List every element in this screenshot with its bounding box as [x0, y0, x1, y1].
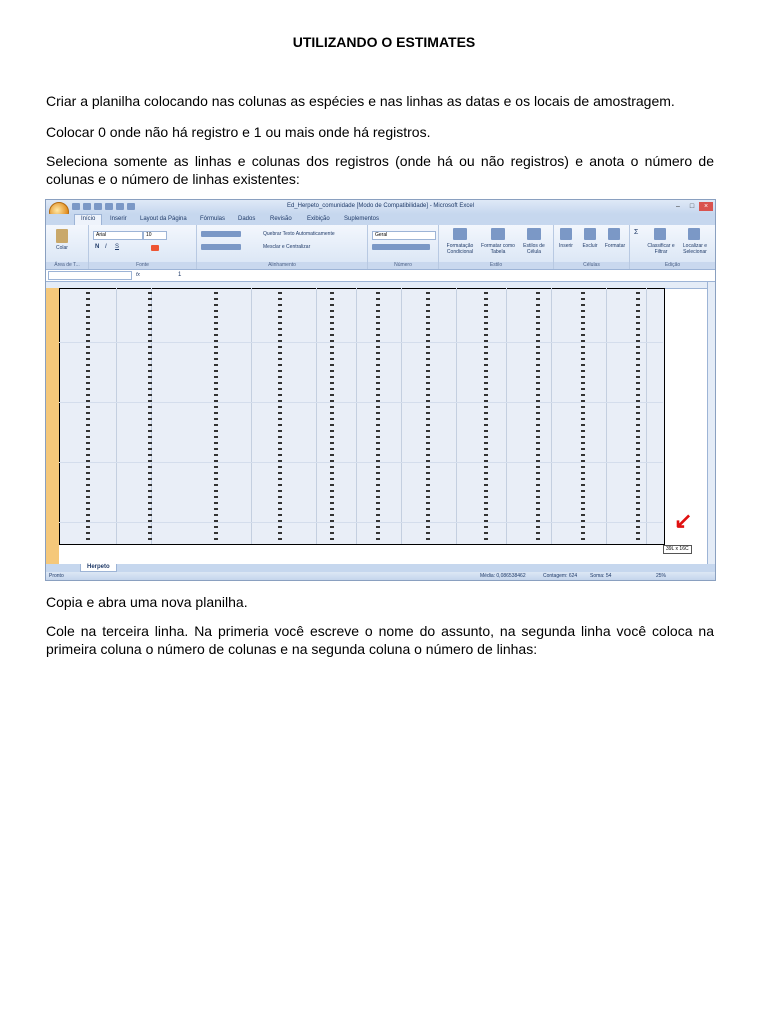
align-top-icon: [201, 231, 241, 237]
group-label-alignment: Alinhamento: [197, 262, 367, 269]
paragraph-5: Cole na terceira linha. Na primeria você escreve o nome do assunto, na segunda linha você coloca na primeira coluna o número de colunas e na segunda coluna o número de linhas:: [46, 623, 714, 657]
tab-suplementos: Suplementos: [344, 216, 380, 222]
font-size-box: 10: [143, 231, 167, 240]
formula-value: 1: [178, 272, 182, 278]
paragraph-2: Colocar 0 onde não há registro e 1 ou mais onde há registros.: [46, 124, 431, 140]
data-column: [376, 292, 380, 542]
row-headers: [46, 288, 59, 564]
ribbon-tabs: [46, 214, 715, 225]
group-label-editing: Edição: [630, 262, 715, 269]
quick-access-toolbar: [72, 203, 202, 211]
status-bar: [46, 572, 715, 580]
group-alignment: [197, 225, 368, 269]
excel-title-bar: [46, 200, 715, 214]
data-column: [214, 292, 218, 542]
tab-revisao: Revisão: [270, 216, 292, 222]
status-count: Contagem: 624: [543, 573, 578, 579]
format-cells-icon: [608, 228, 620, 240]
group-cells: [554, 225, 630, 269]
conditional-format-label: Formatação Condicional: [446, 243, 474, 255]
autosum-icon: Σ: [634, 229, 639, 236]
fx-icon: fx: [136, 272, 140, 278]
worksheet-grid: [46, 282, 715, 564]
paragraph-3: Seleciona somente as linhas e colunas dos registros (onde há ou não registros) e anota o número de colunas e o número de linhas existentes:: [46, 153, 714, 187]
number-format-box: Geral: [372, 231, 436, 240]
paste-label: Colar: [56, 245, 68, 251]
excel-window-title: Ed_Herpeto_comunidade [Modo de Compatibilidade] - Microsoft Excel: [286, 203, 475, 209]
delete-cells-label: Excluir: [582, 243, 598, 249]
data-column: [536, 292, 540, 542]
format-table-label: Formatar como Tabela: [481, 243, 515, 255]
tab-exibicao: Exibição: [307, 216, 330, 222]
font-name-box: Arial: [93, 231, 143, 240]
font-color-icon: [151, 245, 159, 251]
data-column: [148, 292, 152, 542]
red-arrow-icon: ↙: [674, 508, 693, 533]
group-label-clipboard: Área de T...: [46, 262, 88, 269]
group-label-number: Número: [368, 262, 438, 269]
tab-formulas: Fórmulas: [200, 216, 226, 222]
group-font: [89, 225, 197, 269]
group-label-styles: Estilo: [439, 262, 553, 269]
ribbon: [46, 225, 715, 270]
data-column: [581, 292, 585, 542]
data-column: [86, 292, 90, 542]
paragraph-4: Copia e abra uma nova planilha.: [46, 594, 248, 610]
excel-screenshot: [45, 199, 716, 581]
data-column: [426, 292, 430, 542]
find-select-label: Localizar e Selecionar: [682, 243, 708, 255]
delete-cells-icon: [584, 228, 596, 240]
sheet-tabs: [46, 564, 715, 572]
tab-layout: Layout da Página: [140, 216, 187, 222]
sort-filter-label: Classificar e Filtrar: [647, 243, 675, 255]
merge-center-button: Mesclar e Centralizar: [263, 244, 311, 250]
data-column: [484, 292, 488, 542]
bold-icon: N: [95, 244, 100, 250]
find-select-icon: [688, 228, 700, 240]
format-cells-label: Formatar: [604, 243, 626, 249]
paste-icon: [56, 229, 68, 243]
italic-icon: I: [105, 244, 107, 250]
status-zoom: 25%: [656, 573, 667, 579]
maximize-icon: □: [689, 203, 695, 210]
sort-filter-icon: [654, 228, 666, 240]
group-editing: [630, 225, 715, 269]
group-clipboard: [46, 225, 89, 269]
underline-icon: S: [115, 244, 120, 250]
minimize-icon: –: [676, 203, 680, 210]
sheet-tab-herpeto: Herpeto: [80, 564, 117, 572]
vertical-scrollbar: [707, 282, 715, 564]
formula-bar: [46, 270, 715, 282]
group-label-font: Fonte: [89, 262, 196, 269]
number-format-icons: [372, 244, 430, 250]
selection-size-tip: 39L x 16C: [663, 545, 692, 554]
format-table-icon: [491, 228, 505, 240]
group-number: [368, 225, 439, 269]
document-title: UTILIZANDO O ESTIMATES: [292, 34, 476, 50]
tab-inserir: Inserir: [110, 216, 127, 222]
data-column: [278, 292, 282, 542]
insert-cells-icon: [560, 228, 572, 240]
status-sum: Soma: 54: [590, 573, 612, 579]
status-average: Média: 0,086538462: [480, 573, 526, 579]
align-left-icon: [201, 244, 241, 250]
tab-inicio: Início: [74, 214, 102, 226]
cell-styles-icon: [527, 228, 541, 240]
cell-styles-label: Estilos de Célula: [523, 243, 545, 255]
data-column: [636, 292, 640, 542]
tab-dados: Dados: [238, 216, 256, 222]
group-styles: [439, 225, 554, 269]
paragraph-1: Criar a planilha colocando nas colunas as espécies e nas linhas as datas e os locais de amostragem.: [46, 93, 675, 109]
close-icon: ×: [699, 202, 713, 211]
data-column: [330, 292, 334, 542]
conditional-format-icon: [453, 228, 467, 240]
status-ready: Pronto: [49, 573, 64, 579]
insert-cells-label: Inserir: [559, 243, 573, 249]
group-label-cells: Células: [554, 262, 629, 269]
name-box: [48, 271, 132, 280]
wrap-text-button: Quebrar Texto Automaticamente: [263, 231, 335, 237]
